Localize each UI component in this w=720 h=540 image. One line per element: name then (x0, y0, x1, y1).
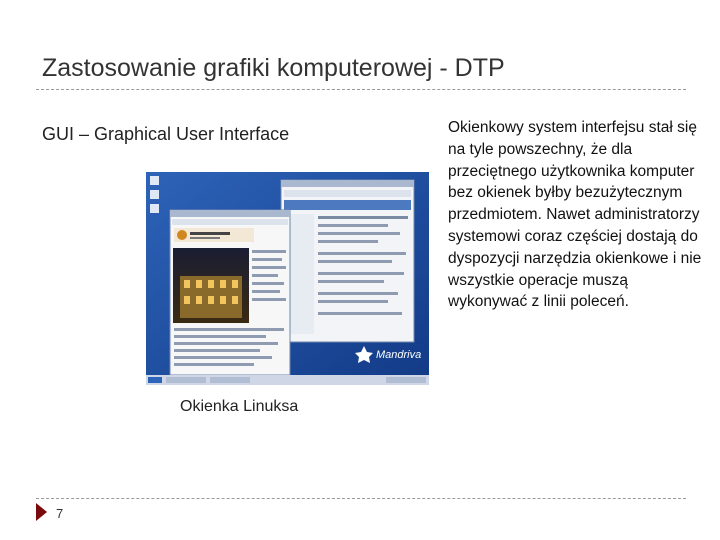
body-paragraph: Okienkowy system interfejsu stał się na tyle powszechny, że dla przeciętnego użytkownika komputer bez okienek byłby bezużytecznym przedmiotem. Nawet administratorzy systemowi coraz częściej dostają do dyspozycji narzędzia okienkowe i nie wszystkie operacje muszą wykonywać z linii poleceń. (448, 119, 702, 311)
mandriva-logo-text: Mandriva (376, 349, 422, 361)
linux-desktop-screenshot (146, 172, 429, 385)
title-divider (36, 89, 686, 90)
page-number: 7 (56, 506, 64, 521)
desktop-illustration (146, 172, 429, 385)
gui-heading: GUI – Graphical User Interface (42, 124, 290, 144)
page-marker-arrow-icon (36, 503, 47, 521)
footer-divider (36, 498, 686, 499)
slide-title: Zastosowanie grafiki komputerowej - DTP (42, 54, 505, 82)
screenshot-caption: Okienka Linuksa (180, 398, 299, 415)
